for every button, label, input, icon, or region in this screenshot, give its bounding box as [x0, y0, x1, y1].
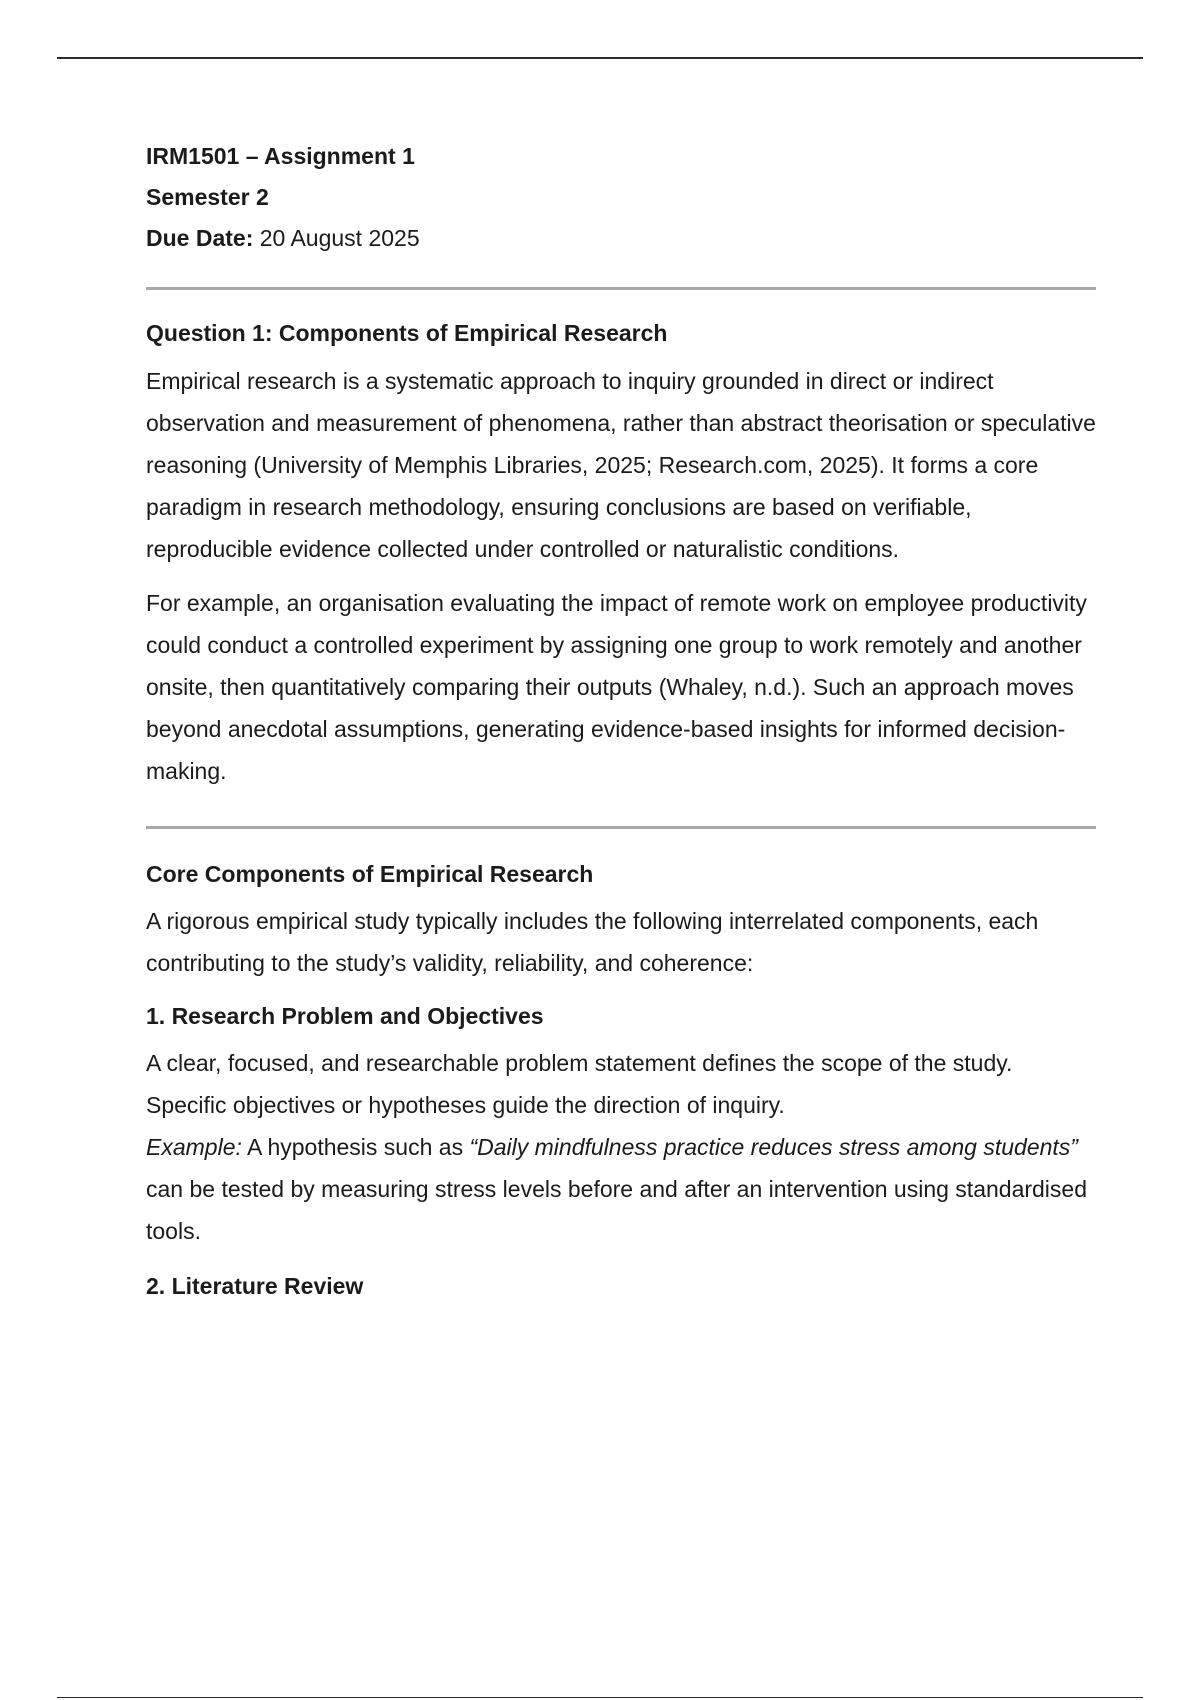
due-date-label: Due Date: [146, 225, 254, 251]
section-divider [146, 826, 1096, 829]
example-quote: “Daily mindfulness practice reduces stress among students” [469, 1134, 1078, 1160]
core-intro-text: A rigorous empirical study typically includes the following interrelated components, each contributing to the study’s validity, reliability, and coherence: [146, 908, 1039, 976]
section-divider [146, 287, 1096, 290]
core-components-heading: Core Components of Empirical Research [146, 861, 594, 887]
course-title: IRM1501 – Assignment 1 [146, 143, 415, 169]
example-label: Example: [146, 1134, 242, 1160]
question-1-heading: Question 1: Components of Empirical Research [146, 320, 668, 346]
example-lead: A hypothesis such as [241, 1134, 470, 1160]
document-body [146, 142, 1096, 1300]
due-date-value: 20 August 2025 [259, 225, 420, 251]
item-2-heading: 2. Literature Review [146, 1273, 364, 1299]
example-rest: can be tested by measuring stress levels before and after an intervention using standardised tools. [146, 1176, 1088, 1244]
core-intro-paragraph [146, 900, 1096, 984]
page-top-rule [57, 57, 1143, 59]
question-1-para-2-text: For example, an organisation evaluating the impact of remote work on employee productivity could conduct a controlled experiment by assigning one group to work remotely and another onsite, then quantitatively comparing their outputs (Whaley, n.d.). Such an approach moves beyond anecdotal assumptions, generating evidence-based insights for informed decision-making. [146, 590, 1087, 784]
question-1-paragraph-1 [146, 360, 1096, 570]
due-date-line [146, 224, 1096, 252]
item-1-heading: 1. Research Problem and Objectives [146, 1003, 544, 1029]
item-1-paragraph [146, 1042, 1096, 1252]
question-1-paragraph-2 [146, 582, 1096, 792]
item-1-text: A clear, focused, and researchable problem statement defines the scope of the study. Specific objectives or hypotheses guide the direction of inquiry. [146, 1050, 1013, 1118]
item-1-example [146, 1126, 1096, 1252]
question-1-para-1-text: Empirical research is a systematic approach to inquiry grounded in direct or indirect observation and measurement of phenomena, rather than abstract theorisation or speculative reasoning (University of Memphis Libraries, 2025; Research.com, 2025). It forms a core paradigm in research methodology, ensuring conclusions are based on verifiable, reproducible evidence collected under controlled or naturalistic conditions. [146, 368, 1096, 562]
semester-label: Semester 2 [146, 184, 269, 210]
page-bottom-rule [57, 1697, 1143, 1698]
